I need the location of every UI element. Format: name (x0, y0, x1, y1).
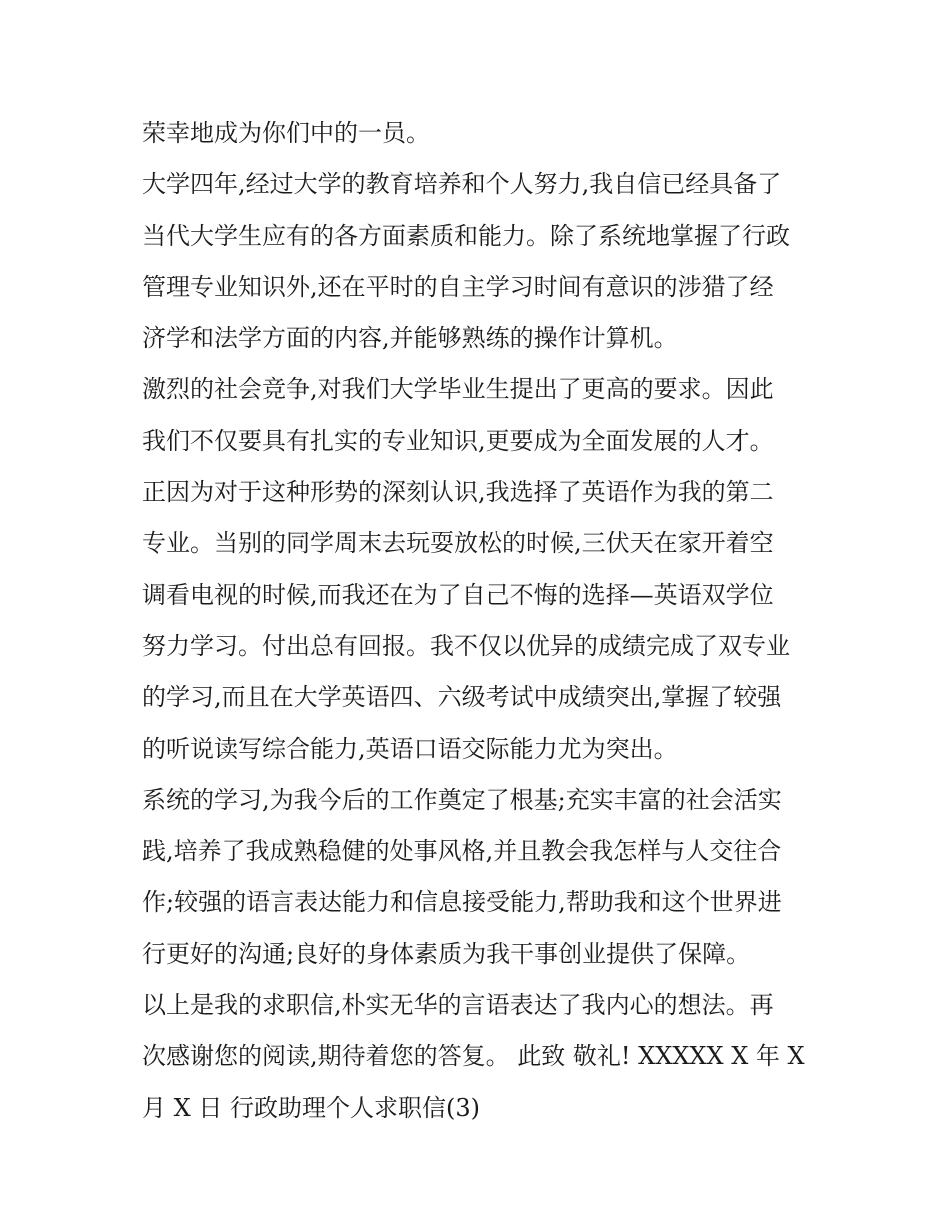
text-line: 次感谢您的阅读,期待着您的答复。 此致 敬礼! XXXXX X 年 X (142, 1042, 805, 1071)
text-line: 调看电视的时候,而我还在为了自己不悔的选择—英语双学位 (142, 580, 774, 609)
text-line: 系统的学习,为我今后的工作奠定了根基;充实丰富的社会活实 (142, 785, 782, 814)
text-line: 当代大学生应有的各方面素质和能力。除了系统地掌握了行政 (142, 221, 790, 250)
text-line: 专业。当别的同学周末去玩耍放松的时候,三伏天在家开着空 (142, 529, 774, 558)
text-line: 以上是我的求职信,朴实无华的言语表达了我内心的想法。再 (142, 991, 774, 1020)
letter-body (142, 108, 822, 1134)
text-line: 月 X 日 行政助理个人求职信(3) (142, 1093, 480, 1122)
text-line: 荣幸地成为你们中的一员。 (142, 119, 430, 147)
text-line: 激烈的社会竞争,对我们大学毕业生提出了更高的要求。因此 (142, 375, 774, 404)
text-line: 践,培养了我成熟稳健的处事风格,并且教会我怎样与人交往合 (142, 837, 782, 866)
text-line: 努力学习。付出总有回报。我不仅以优异的成绩完成了双专业 (142, 631, 790, 660)
text-line: 大学四年,经过大学的教育培养和个人努力,我自信已经具备了 (142, 170, 782, 199)
text-line: 作;较强的语言表达能力和信息接受能力,帮助我和这个世界进 (142, 888, 782, 917)
text-line: 正因为对于这种形势的深刻认识,我选择了英语作为我的第二 (142, 478, 774, 507)
text-line: 的学习,而且在大学英语四、六级考试中成绩突出,掌握了较强 (142, 683, 782, 712)
text-line: 行更好的沟通;良好的身体素质为我干事创业提供了保障。 (142, 939, 751, 968)
text-line: 济学和法学方面的内容,并能够熟练的操作计算机。 (142, 324, 678, 353)
text-line: 管理专业知识外,还在平时的自主学习时间有意识的涉猎了经 (142, 272, 774, 301)
text-line: 我们不仅要具有扎实的专业知识,更要成为全面发展的人才。 (142, 426, 774, 455)
text-line: 的听说读写综合能力,英语口语交际能力尤为突出。 (142, 734, 678, 763)
